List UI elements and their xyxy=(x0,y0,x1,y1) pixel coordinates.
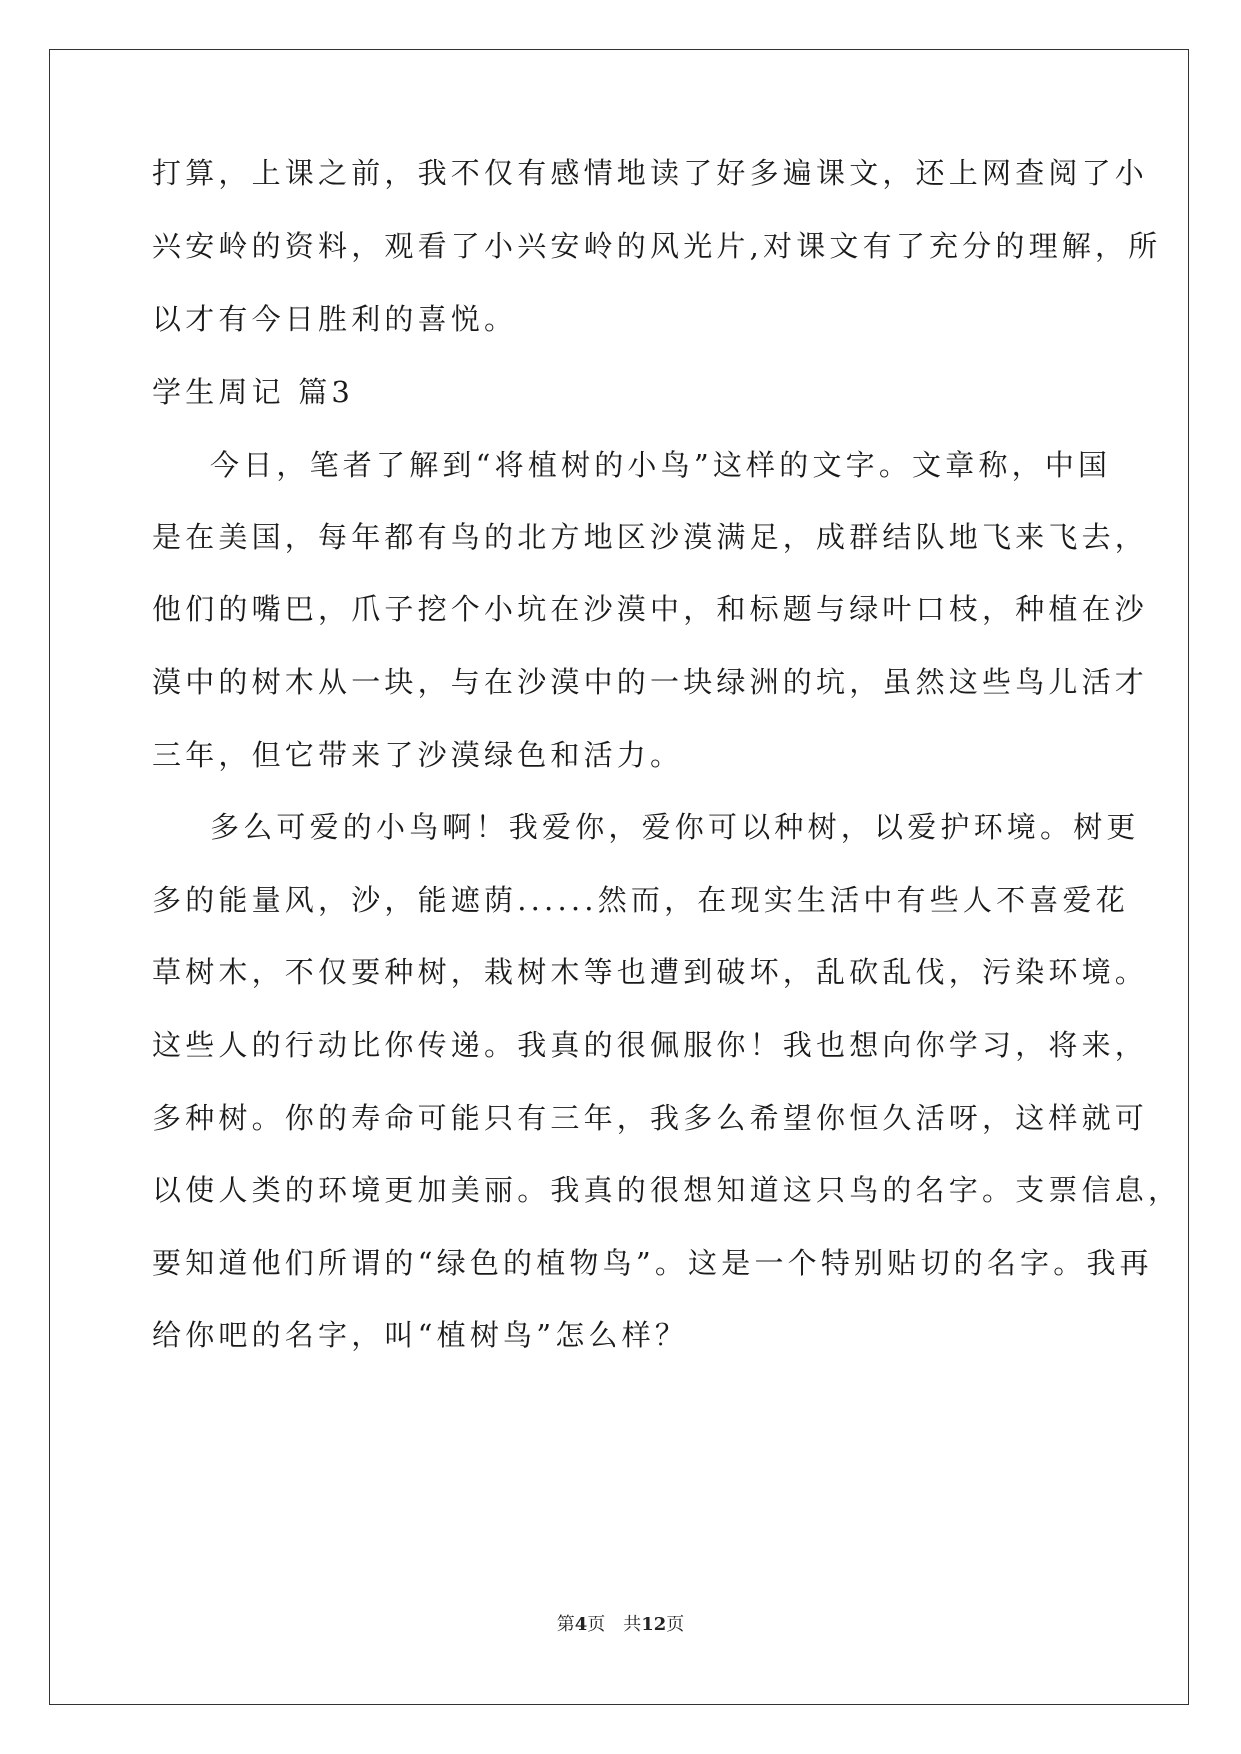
page-border xyxy=(49,49,1189,1705)
current-page-number: 4 xyxy=(574,1614,588,1635)
page-footer xyxy=(0,1610,1241,1636)
footer-mid: 页 共 xyxy=(587,1614,642,1635)
text-line: 给你吧的名字，叫“植树鸟”怎么样？ xyxy=(152,1318,689,1352)
total-pages-number: 12 xyxy=(641,1614,667,1635)
footer-prefix: 第 xyxy=(556,1614,575,1635)
section-heading: 学生周记 篇3 xyxy=(152,375,355,409)
text-line: 多种树。你的寿命可能只有三年，我多么希望你恒久活呀，这样就可 xyxy=(152,1101,1149,1135)
text-line: 三年，但它带来了沙漠绿色和活力。 xyxy=(152,738,684,772)
footer-suffix: 页 xyxy=(666,1614,685,1635)
text-line: 多么可爱的小鸟啊！我爱你，爱你可以种树，以爱护环境。树更 xyxy=(210,810,1140,844)
text-line: 兴安岭的资料，观看了小兴安岭的风光片,对课文有了充分的理解，所 xyxy=(152,229,1162,263)
text-line: 漠中的树木从一块，与在沙漠中的一块绿洲的坑，虽然这些鸟儿活才 xyxy=(152,665,1149,699)
text-line: 多的能量风，沙，能遮荫......然而，在现实生活中有些人不喜爱花 xyxy=(152,883,1129,917)
text-line: 是在美国，每年都有鸟的北方地区沙漠满足，成群结队地飞来飞去， xyxy=(152,520,1149,554)
text-line: 以才有今日胜利的喜悦。 xyxy=(152,302,518,336)
text-line: 打算，上课之前，我不仅有感情地读了好多遍课文，还上网查阅了小 xyxy=(152,156,1149,190)
text-line: 他们的嘴巴，爪子挖个小坑在沙漠中，和标题与绿叶口枝，种植在沙 xyxy=(152,592,1149,626)
text-line: 以使人类的环境更加美丽。我真的很想知道这只鸟的名字。支票信息， xyxy=(152,1173,1182,1207)
text-line: 今日，笔者了解到“将植树的小鸟”这样的文字。文章称，中国 xyxy=(210,448,1112,482)
text-line: 这些人的行动比你传递。我真的很佩服你！我也想向你学习，将来， xyxy=(152,1028,1149,1062)
text-line: 要知道他们所谓的“绿色的植物鸟”。这是一个特别贴切的名字。我再 xyxy=(152,1246,1153,1280)
text-line: 草树木，不仅要种树，栽树木等也遭到破坏，乱砍乱伐，污染环境。 xyxy=(152,955,1149,989)
